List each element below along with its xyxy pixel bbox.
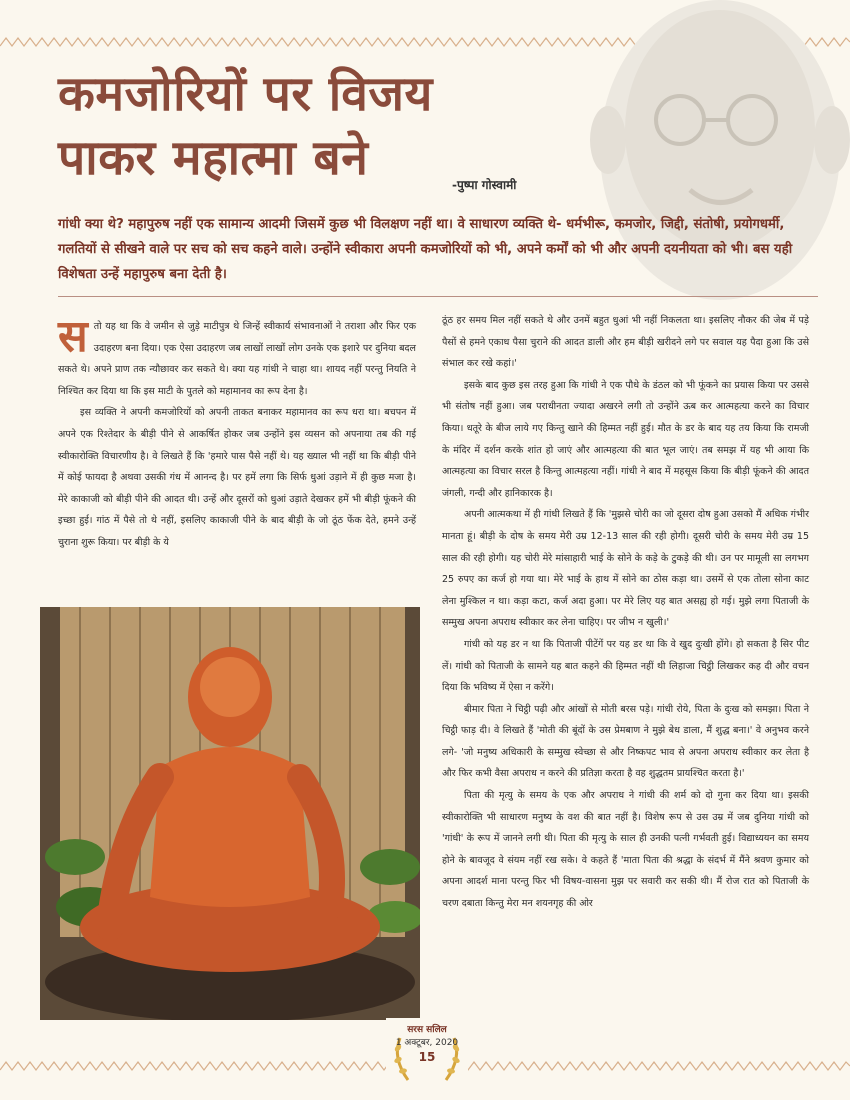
right-paragraph-3: अपनी आत्मकथा में ही गांधी लिखते हैं कि 'मुझसे चोरी का जो दूसरा दोष हुआ उसको मैं अधिक गंभीर मानता हूं। बीड़ी के दोष के समय मेरी उम्र 12-13 साल की रही होगी। दूसरी चोरी के समय मेरी उम्र 15 साल की रही होगी। यह चोरी मेरे मांसाहारी भाई के सोने के कड़े के टुकड़े की थी। उन पर मामूली सा लगभग 25 रुपए का कर्ज हो गया था। मेरे भाई के हाथ में सोने का ठोस कड़ा था। उसमें से एक तोला सोना काट लेना मुश्किल न था। कड़ा कटा, कर्ज अदा हुआ। पर मेरे लिए यह बात असह्य हो गई। मुझे लगा पिताजी के सम्मुख अपना अपराध स्वीकार कर लेना चाहिए। पर जीभ न खुली।' (442, 509, 809, 629)
left-paragraph-2: इस व्यक्ति ने अपनी कमजोरियों को अपनी ताकत बनाकर महामानव का रूप धरा था। बचपन में अपने एक रिश्तेदार के बीड़ी पीने से आकर्षित होकर जब उन्होंने इस व्यसन को अपनाया तब की गई स्वीकारोक्ति विचारणीय है। वे लिखते हैं कि 'हमारे पास पैसे नहीं थे। यह ख्याल भी नहीं था कि बीड़ी पीने में कोई फायदा है अथवा उसकी गंध में आनन्द है। पर हमें लगा कि सिर्फ धुआं उड़ाने में ही कुछ मजा है। मेरे काकाजी को बीड़ी पीने की आदत थी। उन्हें और दूसरों को धुआं उड़ाते देखकर हमें भी बीड़ी फूंकने की इच्छा हुई। गांठ में पैसे तो थे नहीं, इसलिए काकाजी पीने के बाद बीड़ी के जो ठूंठ फेंक देते, हमने उन्हें चुराना शुरू किया। पर बीड़ी के ये (58, 407, 416, 548)
right-paragraph-4: गांधी को यह डर न था कि पिताजी पीटेंगें पर यह डर था कि वे खुद दुःखी होंगे। हो सकता है सिर पीट लें। गांधी को पिताजी के सामने यह बात कहने की हिम्मत नहीं थी लिहाजा चिट्ठी लिखकर कह दी और वचन दिया कि भविष्य में ऐसा न करेंगे। (442, 638, 809, 694)
author-byline: -पुष्पा गोस्वामी (452, 178, 517, 192)
drop-cap: स (58, 311, 88, 362)
right-paragraph-2: इसके बाद कुछ इस तरह हुआ कि गांधी ने एक पौधे के डंठल को भी फूंकने का प्रयास किया पर उससे भी संतोष नहीं हुआ। जब पराधीनता ज्यादा अखरने लगी तो उन्होंने ऊब कर आत्महत्या करने का विचार किया। धतूरे के बीज लाये गए किन्तु खाने की हिम्मत नहीं हुई। मौत के डर के बाद यह तय किया कि रामजी के मंदिर में दर्शन करके शांत हो जाएं और आत्महत्या की बात भूल जाएं। तब समझ में यह भी आया कि आत्महत्या का विचार सरल है किन्तु आत्महत्या नहीं। गांधी ने बाद में महसूस किया कि बीड़ी फूंकने की आदत जंगली, गन्दी और हानिकारक है। (442, 379, 809, 499)
right-paragraph-1: ठूंठ हर समय मिल नहीं सकते थे और उनमें बहुत धुआं भी नहीं निकलता था। इसलिए नौकर की जेब में पड़े पैसों से हमने एकाध पैसा चुराने की आदत डाली और हम बीड़ी खरीदने लगे पर सवाल यह पैदा हुआ कि उसे संभाल कर रखे कहां।' (442, 315, 809, 370)
gandhi-statue-photo (40, 607, 420, 1020)
right-paragraph-5: बीमार पिता ने चिट्ठी पढ़ी और आंखों से मोती बरस पड़े। गांधी रोये, पिता के दुःख को समझा। पिता ने चिट्ठी फाड़ दी। वे लिखते हैं 'मोती की बूंदों के उस प्रेमबाण ने मुझे बेध डाला, मैं शुद्ध बना।' वे अनुभव करने लगे- 'जो मनुष्य अधिकारी के सम्मुख स्वेच्छा से और निष्कपट भाव से अपना अपराध स्वीकार कर लेता है और फिर कभी वैसा अपराध न करने की प्रतिज्ञा करता है वह शुद्धतम प्रायश्चित करता है।' (442, 703, 809, 780)
page-number: 15 (418, 1050, 436, 1064)
magazine-footer-seal (386, 1018, 468, 1088)
left-paragraph-1-text: तो यह था कि वे जमीन से जुड़े माटीपुत्र थे जिन्हें स्वीकार्य संभावनाओं ने तराशा और फिर एक उदाहरण बना दिया। एक ऐसा उदाहरण जब लाखों लाखों लोग उनके एक इशारे पर दुनिया बदल सकते थे। अपने प्राण तक न्यौछावर कर सकते थे। क्या यह गांधी ने चाहा था। शायद नहीं परन्तु नियति ने निश्चित कर दिया था कि इस माटी के पुतले को महामानव का रूप देना है। (58, 321, 416, 397)
section-divider (58, 296, 818, 297)
right-column (442, 310, 809, 915)
magazine-name: सरस सलिल (407, 1025, 447, 1035)
article-title (58, 62, 528, 190)
left-column (58, 311, 416, 554)
title-line-2: पाकर महात्मा बने (58, 130, 369, 186)
right-paragraph-6: पिता की मृत्यु के समय के एक और अपराध ने गांधी की शर्म को दो गुना कर दिया था। इसकी स्वीकारोक्ति भी साधारण मनुष्य के वश की बात नहीं है। विशेष रूप से उस उम्र में जब दुनिया गांधी को 'गांधी' के रूप में जानने लगी थी। पिता की मृत्यु के साल ही उनकी पत्नी गर्भवती हुई। विद्याध्ययन का समय होने के बावजूद वे संयम नहीं रख सके। वे कहते हैं 'माता पिता की श्रद्धा के संदर्भ में मैंने श्रवण कुमार को अपना आदर्श माना परन्तु फिर भी विषय-वासना मुझ पर सवारी कर सकी थी। मैं रोज रात को पिताजी के चरण दबाता किन्तु मेरा मन शयनगृह की ओर (442, 790, 809, 910)
issue-date: 1 अक्टूबर, 2020 (395, 1038, 459, 1048)
title-line-1: कमजोरियों पर विजय (58, 66, 433, 122)
left-paragraph-1 (58, 311, 416, 402)
intro-paragraph: गांधी क्या थे? महापुरुष नहीं एक सामान्य आदमी जिसमें कुछ भी विलक्षण नहीं था। वे साधारण व्यक्ति थे- धर्मभीरू, कमजोर, जिद्दी, संतोषी, प्रयोगधर्मी, गलतियों से सीखने वाले पर सच को सच कहने वाले। उन्होंने स्वीकारा अपनी कमजोरियों को भी, अपने कर्मों को भी और अपनी दयनीयता को भी। बस यही विशेषता उन्हें महापुरुष बना देती है। (58, 217, 793, 282)
